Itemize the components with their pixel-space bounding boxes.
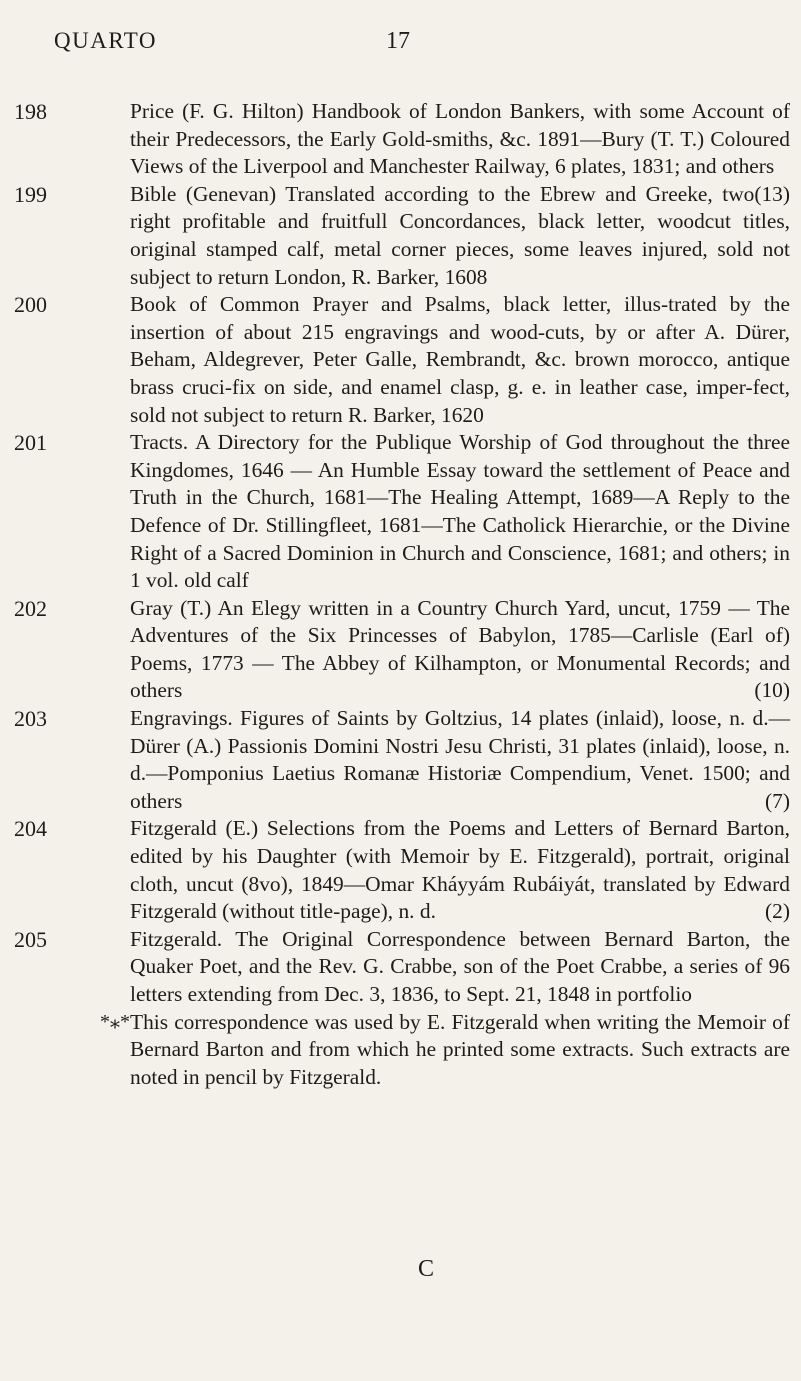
entry-text: Fitzgerald (E.) Selections from the Poems and Letters of Bernard Barton, edited by his Daughter (with Memoir by E. Fitzgerald), portrait, original cloth, uncut (8vo), 1849—Omar Kháyyám Rubáiyát, translated by Edward Fitzgerald (without title-page), n. d.: [130, 816, 790, 924]
asterism-mark: *⁎*: [100, 1010, 130, 1033]
catalogue-entry: [14, 815, 790, 925]
lot-number: 202: [14, 595, 47, 621]
lot-number: 205: [14, 926, 47, 952]
lot-number: 204: [14, 816, 47, 842]
entry-text: Bible (Genevan) Translated according to the Ebrew and Greeke, two right profitable and fruitfull Concordances, black letter, woodcut titles, original stamped calf, metal corner pieces, some leaves injured, sold not subject to return London, R. Barker, 1608: [130, 181, 790, 289]
signature-mark: C: [418, 1256, 435, 1282]
lot-number: 199: [14, 181, 47, 207]
catalogue-entry: [14, 181, 790, 291]
entry-text: Engravings. Figures of Saints by Goltzius, 14 plates (inlaid), loose, n. d.—Dürer (A.) Passionis Domini Nostri Jesu Christi, 31 plates (inlaid), loose, n. d.—Pomponius Laetius Romanæ Historiæ Compendium, Venet. 1500; and others: [130, 706, 790, 813]
footnote: [14, 1009, 790, 1092]
catalogue-entries: [14, 98, 790, 1091]
entry-text: Fitzgerald. The Original Correspondence between Bernard Barton, the Quaker Poet, and the Rev. G. Crabbe, son of the Poet Crabbe, a series of 96 letters extending from Dec. 3, 1836, to Sept. 21, 1848 in portfolio: [130, 926, 790, 1006]
lot-quantity: (13): [754, 181, 790, 206]
catalogue-entry: [14, 926, 790, 1009]
lot-number: 201: [14, 430, 47, 456]
lot-number: 203: [14, 706, 47, 732]
entry-text: Price (F. G. Hilton) Handbook of London Bankers, with some Account of their Predecessors, the Early Gold-smiths, &c. 1891—Bury (T. T.) Coloured Views of the Liverpool and Manchester Railway, 6 plates, 1831; and others: [130, 99, 790, 179]
lot-number: 200: [14, 292, 47, 318]
page-number: 17: [386, 28, 410, 54]
lot-number: 198: [14, 99, 47, 124]
lot-quantity: (2): [765, 899, 790, 924]
running-head: QUARTO: [54, 28, 158, 53]
entry-text: Tracts. A Directory for the Publique Worship of God throughout the three Kingdomes, 1646 — An Humble Essay toward the settlement of Peace and Truth in the Church, 1681—The Healing Attempt, 1689—A Reply to the Defence of Dr. Stillingfleet, 1681—The Catholick Hierarchie, or the Divine Right of a Sacred Dominion in Church and Conscience, 1681; and others; in 1 vol. old calf: [130, 430, 790, 593]
catalogue-entry: [14, 291, 790, 429]
catalogue-entry: [14, 429, 790, 595]
lot-quantity: (7): [765, 788, 790, 813]
footnote-text: This correspondence was used by E. Fitzgerald when writing the Memoir of Bernard Barton and from which he printed some extracts. Such extracts are noted in pencil by Fitzgerald.: [130, 1009, 790, 1089]
lot-quantity: (10): [754, 678, 790, 703]
catalogue-entry: [14, 595, 790, 705]
catalogue-entry: [14, 705, 790, 815]
page-header: [42, 26, 761, 60]
entry-text: Book of Common Prayer and Psalms, black letter, illus-trated by the insertion of about 215 engravings and wood-cuts, by or after A. Dürer, Beham, Aldegrever, Peter Galle, Rembrandt, &c. brown morocco, antique brass cruci-fix on side, and enamel clasp, g. e. in leather case, imper-fect, sold not subject to return R. Barker, 1620: [130, 292, 790, 427]
entry-text: Gray (T.) An Elegy written in a Country Church Yard, uncut, 1759 — The Adventures of the Six Princesses of Babylon, 1785—Carlisle (Earl of) Poems, 1773 — The Abbey of Kilhampton, or Monumental Records; and others: [130, 595, 790, 703]
